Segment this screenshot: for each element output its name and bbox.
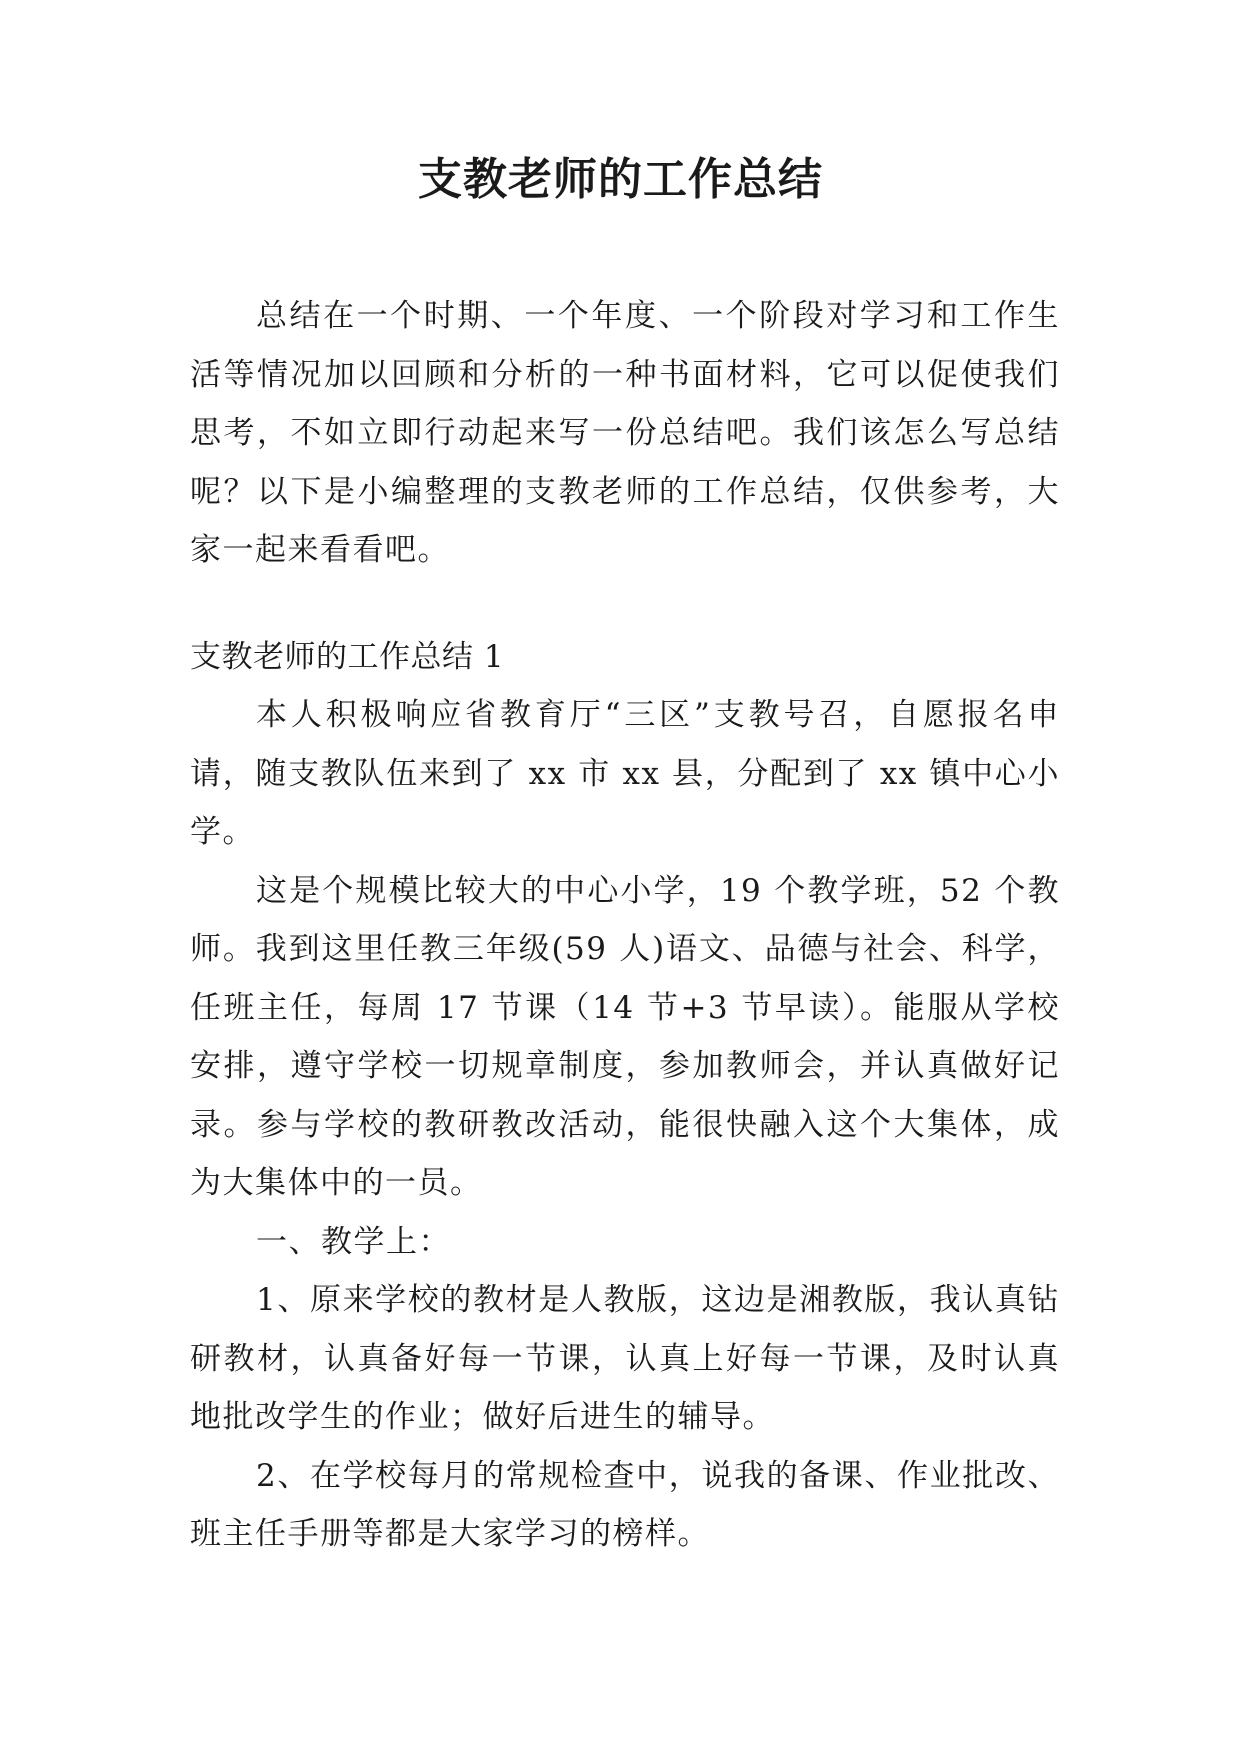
document-title: 支教老师的工作总结 bbox=[418, 154, 823, 205]
body-paragraph: 这是个规模比较大的中心小学，19 个教学班，52 个教师。我到这里任教三年级(59 人)语文、品德与社会、科学，任班主任，每周 17 节课（14 节+3 节早读）。能服从学校安排，遵守学校一切规章制度，参加教师会，并认真做好记录。参与学校的教研教改活动，能很快融入这个大集体，成为大集体中的一员。 bbox=[190, 872, 1060, 1201]
document-body bbox=[190, 287, 1060, 1564]
body-paragraph: 本人积极响应省教育厅“三区”支教号召，自愿报名申请，随支教队伍来到了 xx 市 xx 县，分配到了 xx 镇中心小学。 bbox=[190, 697, 1060, 850]
body-paragraph: 2、在学校每月的常规检查中，说我的备课、作业批改、班主任手册等都是大家学习的榜样。 bbox=[190, 1457, 1060, 1552]
body-paragraph: 1、原来学校的教材是人教版，这边是湘教版，我认真钻研教材，认真备好每一节课，认真上好每一节课，及时认真地批改学生的作业；做好后进生的辅导。 bbox=[190, 1282, 1060, 1435]
subheading-teaching: 一、教学上： bbox=[256, 1223, 451, 1260]
intro-paragraph: 总结在一个时期、一个年度、一个阶段对学习和工作生活等情况加以回顾和分析的一种书面材料，它可以促使我们思考，不如立即行动起来写一份总结吧。我们该怎么写总结呢？以下是小编整理的支教老师的工作总结，仅供参考，大家一起来看看吧。 bbox=[190, 298, 1060, 568]
section-heading: 支教老师的工作总结 1 bbox=[190, 638, 505, 675]
